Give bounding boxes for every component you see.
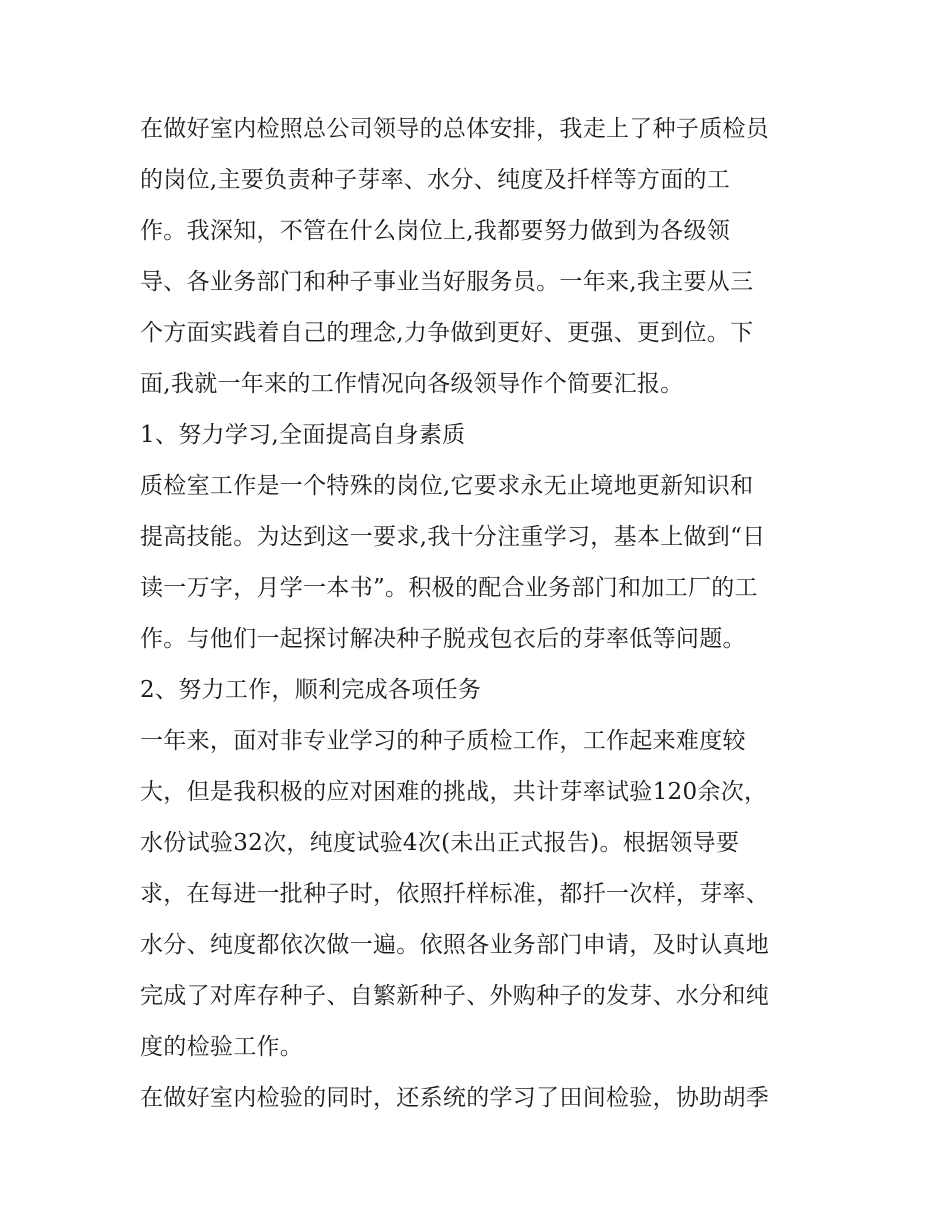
- text-line: 在做好室内检照总公司领导的总体安排，我走上了种子质检员: [140, 116, 770, 142]
- document-body: [140, 104, 820, 1124]
- section-heading: 2、努力工作，顺利完成各项任务: [140, 677, 482, 703]
- text-line: 作。与他们一起探讨解决种子脱戎包衣后的芽率低等问题。: [140, 626, 746, 652]
- text-line: 导、各业务部门和种子事业当好服务员。一年来,我主要从三: [140, 269, 754, 295]
- text-line: 个方面实践着自己的理念,力争做到更好、更强、更到位。下: [140, 320, 754, 346]
- text-line: 水份试验32次，纯度试验4次(未出正式报告)。根据领导要: [140, 830, 740, 856]
- text-line: 作。我深知，不管在什么岗位上,我都要努力做到为各级领: [140, 218, 731, 244]
- text-line: 读一万字，月学一本书”。积极的配合业务部门和加工厂的工: [140, 575, 758, 601]
- text-line: 质检室工作是一个特殊的岗位,它要求永无止境地更新知识和: [140, 473, 754, 499]
- text-line: 在做好室内检验的同时，还系统的学习了田间检验，协助胡季: [140, 1085, 770, 1111]
- text-line: 一年来，面对非专业学习的种子质检工作，工作起来难度较: [140, 728, 746, 754]
- section-heading: 1、努力学习,全面提高自身素质: [140, 422, 466, 448]
- text-line: 大，但是我积极的应对困难的挑战，共计芽率试验120余次，: [140, 779, 768, 805]
- text-line: 度的检验工作。: [140, 1034, 304, 1060]
- text-line: 的岗位,主要负责种子芽率、水分、纯度及扦样等方面的工: [140, 167, 731, 193]
- text-line: 水分、纯度都依次做一遍。依照各业务部门申请，及时认真地: [140, 932, 770, 958]
- text-line: 求，在每进一批种子时，依照扦样标准，都扦一次样，芽率、: [140, 881, 770, 907]
- text-line: 完成了对库存种子、自繁新种子、外购种子的发芽、水分和纯: [140, 983, 770, 1009]
- text-line: 提高技能。为达到这一要求,我十分注重学习，基本上做到“日: [140, 524, 766, 550]
- text-line: 面,我就一年来的工作情况向各级领导作个简要汇报。: [140, 371, 684, 397]
